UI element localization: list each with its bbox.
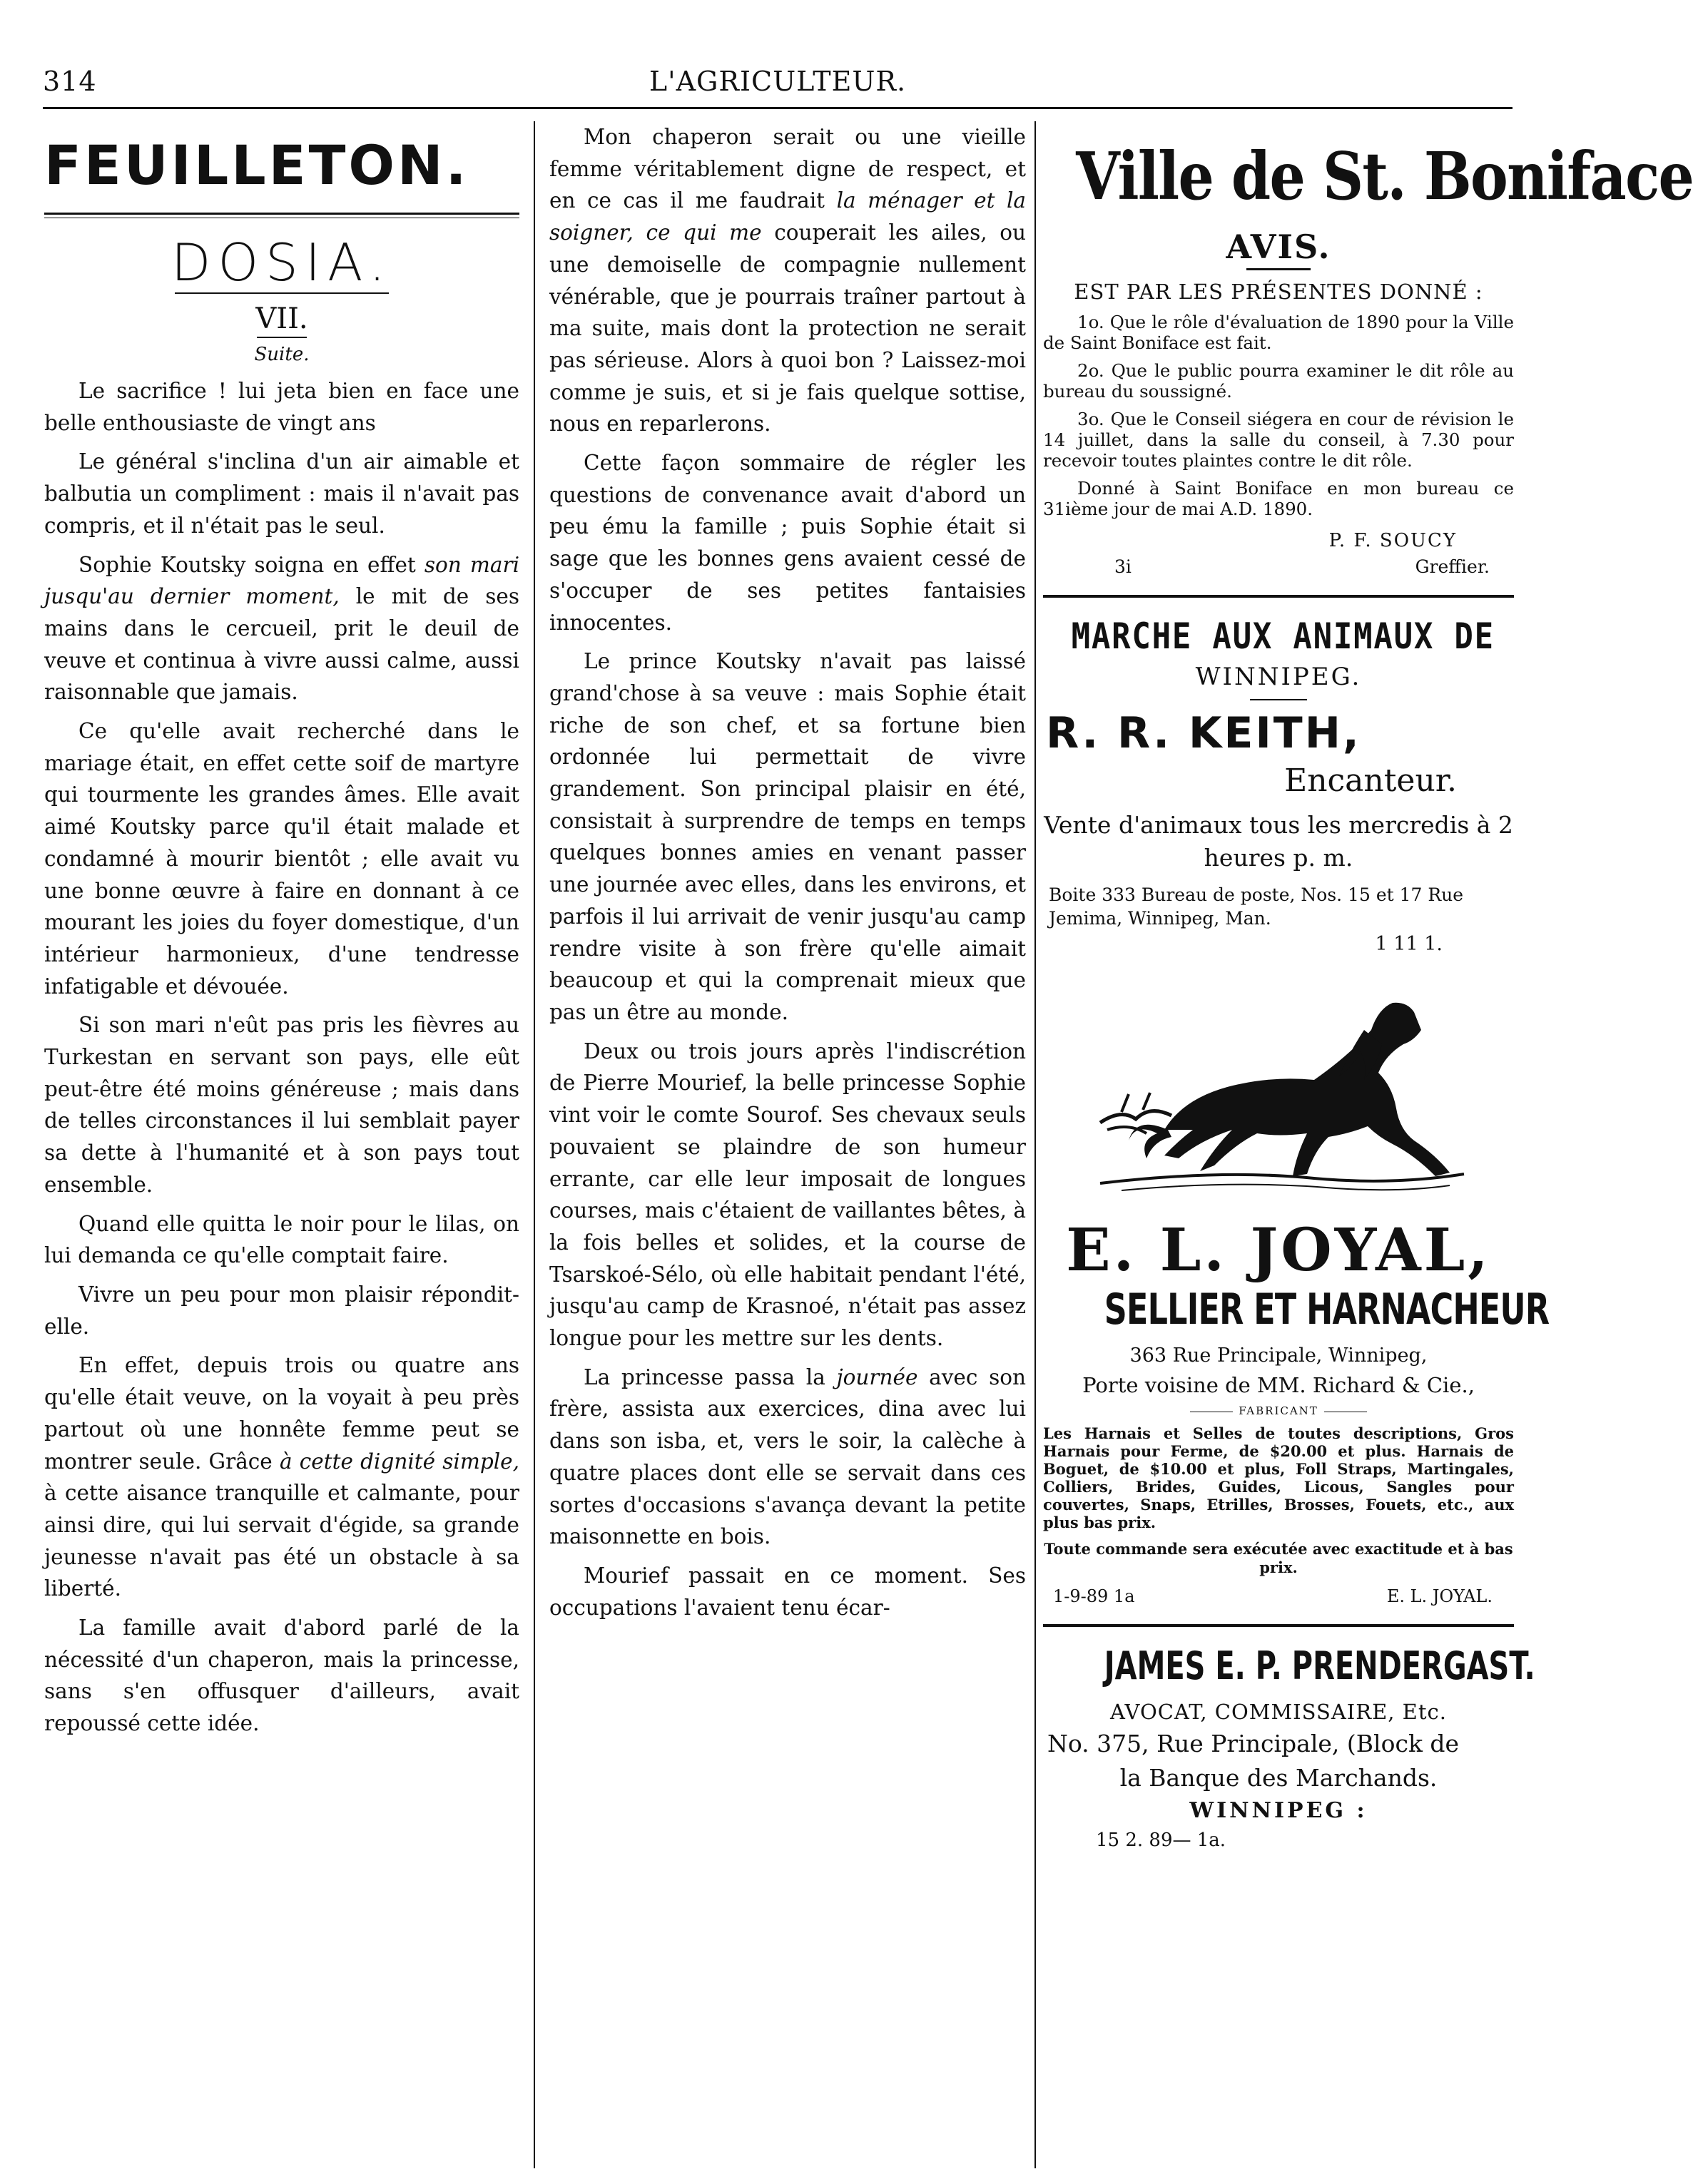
feuilleton-column-1 (44, 121, 519, 2168)
notice-subhead: EST PAR LES PRÉSENTES DONNÉ : (1074, 280, 1483, 304)
keith-role: Encanteur. (1284, 762, 1457, 799)
paragraph: Quand elle quitta le noir pour le lilas, on lui demanda ce qu'elle comptait faire. (44, 1211, 519, 1268)
prendergast-title: JAMES E. P. PRENDERGAST. (1104, 1643, 1535, 1688)
story-title-rule (175, 292, 389, 294)
column-rule-2 (1034, 121, 1036, 2168)
prendergast-address-2: la Banque des Marchands. (1119, 1764, 1438, 1792)
ad-divider (1043, 595, 1514, 598)
joyal-title: SELLIER ET HARNACHEUR (1104, 1285, 1550, 1335)
header-rule (43, 107, 1512, 109)
joyal-signature: E. L. JOYAL. (1386, 1586, 1493, 1606)
paragraph: Le général s'inclina d'un air aimable et balbutia un compliment : mais il n'avait pas compris, et il n'était pas le seul. (44, 449, 519, 538)
joyal-fabricant: FABRICANT (1043, 1400, 1514, 1422)
keith-ad-title: MARCHE AUX ANIMAUX DE (1071, 616, 1495, 657)
keith-description: Vente d'animaux tous les mercredis à 2 heures p. m. (1044, 811, 1513, 872)
paragraph: Si son mari n'eût pas pris les fièvres au Turkestan en servant son pays, elle eût peut-être été moins généreuse ; mais dans de telles circonstances il lui semblait payer sa dette à l'humanité et à son pays tout ensemble. (44, 1013, 519, 1197)
story-title: DOSIA. (171, 233, 392, 292)
st-boniface-notice (1043, 137, 1693, 579)
paragraph: Cette façon sommaire de régler les questions de convenance avait d'abord un peu ému la famille ; puis Sophie était si sage que les bonnes gens avaient cessé de s'occuper de ses petites fantaisies innocentes. (549, 451, 1026, 635)
avis-rule (1246, 268, 1311, 270)
paragraph: Le sacrifice ! lui jeta bien en face une belle enthousiaste de vingt ans (44, 379, 519, 435)
paragraph: La famille avait d'abord parlé de la nécessité d'un chaperon, mais la princesse, sans s'en offusquer d'ailleurs, avait repoussé cette idée. (44, 1616, 519, 1736)
notice-signature: P. F. SOUCY (1328, 530, 1457, 551)
paragraph: La princesse passa la journée avec son frère, assista aux exercices, dina avec lui dans son isba, et, vers le soir, la calèche à quatre places dont elle se servait dans ces sortes d'occasions s'avança devant la petite maisonnette en bois. (549, 1364, 1027, 1549)
advertisements-column (1043, 121, 1693, 2168)
joyal-note: Toute commande sera exécutée avec exactitude et à bas prix. (1044, 1540, 1513, 1576)
joyal-code: 1-9-89 1a (1053, 1586, 1135, 1606)
notice-footer (1043, 555, 1514, 579)
horse-icon (1079, 987, 1478, 1201)
keith-ad-rule (1250, 699, 1307, 700)
st-boniface-title: Ville de St. Boniface (1076, 138, 1693, 215)
paragraph: En effet, depuis trois ou quatre ans qu'elle était veuve, on la voyait à peu près partout où une honnête femme peut se montrer seule. Grâce à cette dignité simple, à cette aisance tranquille et calmante, pour ainsi dire, qui lui servait d'égide, sa grande jeunesse n'avait pas été un obstacle à sa liberté. (44, 1353, 519, 1601)
keith-ad-city: WINNIPEG. (1195, 663, 1362, 691)
joyal-ad (1043, 987, 1550, 1608)
paragraph: Ce qu'elle avait recherché dans le mariage était, en effet cette soif de martyre qui tourmente les grandes âmes. Elle avait aimé Koutsky parce qu'il était malade et condamné à mourir bientôt ; elle avait vu une bonne œuvre à faire en donnant à ce mourant les joies du foyer domestique, d'un intérieur harmonieux, d'une tendresse infatigable et dévouée. (44, 719, 519, 999)
keith-address: Boite 333 Bureau de poste, Nos. 15 et 17 Rue Jemima, Winnipeg, Man. (1049, 884, 1464, 929)
chapter-rule (257, 337, 307, 338)
paragraph: Vivre un peu pour mon plaisir répondit-elle. (44, 1282, 519, 1339)
prendergast-code: 15 2. 89— 1a. (1096, 1830, 1226, 1851)
title-rule (44, 213, 519, 218)
notice-item: 3o. Que le Conseil siégera en cour de révision le 14 juillet, dans la salle du conseil, à 7.30 pour recevoir toutes plaintes contre le dit rôle. (1043, 409, 1514, 471)
notice-code: 3i (1114, 556, 1132, 577)
horse-illustration (1043, 987, 1514, 1209)
notice-item: 1o. Que le rôle d'évaluation de 1890 pour la Ville de Saint Boniface est fait. (1043, 312, 1514, 353)
suite-label: Suite. (254, 344, 310, 365)
joyal-name: E. L. JOYAL, (1066, 1216, 1491, 1285)
joyal-description: Les Harnais et Selles de toutes descriptions, Gros Harnais pour Ferme, de $20.00 et plus. Harnais de Boguet, de $10.00 et plus, Foll Straps, Martingales, Colliers, Brides, Guides, Licous, Sangles pour couvertes, Snaps, Etrilles, Brosses, Fouets, etc., aux plus bas prix. (1043, 1424, 1514, 1531)
paragraph: Mourief passait en ce moment. Ses occupations l'avaient tenu écar- (549, 1563, 1026, 1620)
running-title: L'AGRICULTEUR. (649, 66, 907, 97)
prendergast-ad (1043, 1643, 1535, 1854)
feuilleton-title: FEUILLETON. (44, 133, 469, 197)
joyal-address: 363 Rue Principale, Winnipeg, (1129, 1344, 1428, 1367)
joyal-footer (1043, 1577, 1514, 1608)
prendergast-address-1: No. 375, Rue Principale, (Block de (1047, 1730, 1460, 1757)
notice-item: 2o. Que le public pourra examiner le dit rôle au bureau du soussigné. (1043, 360, 1514, 402)
keith-name: R. R. KEITH, (1046, 708, 1361, 758)
page-header (43, 57, 1512, 100)
ad-divider (1043, 1624, 1514, 1627)
feuilleton-column-2 (549, 121, 1026, 2168)
keith-code: 1 11 1. (1375, 933, 1443, 955)
chapter-number: VII. (255, 302, 308, 335)
column-rule-1 (534, 121, 535, 2168)
keith-ad (1043, 613, 1514, 959)
joyal-next-to: Porte voisine de MM. Richard & Cie., (1082, 1373, 1475, 1397)
prendergast-subtitle: AVOCAT, COMMISSAIRE, Etc. (1110, 1700, 1447, 1724)
notice-given: Donné à Saint Boniface en mon bureau ce 31ième jour de mai A.D. 1890. (1043, 478, 1514, 519)
paragraph: Mon chaperon serait ou une vieille femme véritablement digne de respect, et en ce cas il me faudrait la ménager et la soigner, ce qui me couperait les ailes, ou une demoiselle de compagnie nullement vénérable, que je pourrais traîner partout à ma suite, mais dont la protection ne serait pas sérieuse. Alors à quoi bon ? Laissez-moi comme je suis, et si je fais quelque sottise, nous en reparlerons. (549, 125, 1027, 437)
prendergast-city: WINNIPEG : (1189, 1798, 1368, 1823)
paragraph: Sophie Koutsky soigna en effet son mari jusqu'au dernier moment, le mit de ses mains dans le cercueil, prit le deuil de veuve et continua à vivre aussi calme, aussi raisonnable que jamais. (44, 552, 520, 705)
paragraph: Deux ou trois jours après l'indiscrétion de Pierre Mourief, la belle princesse Sophie vint voir le comte Sourof. Ses chevaux seuls pouvaient se plaindre de son humeur errante, car elle leur imposait de longues courses, mais c'étaient de vaillantes bêtes, à la fois belles et solides, et la course de Tsarskoé-Sélo, où elle habitait pendant l'été, jusqu'au camp de Krasnoé, n'était pas assez longue pour les mettre sur les dents. (549, 1039, 1026, 1351)
paragraph: Le prince Koutsky n'avait pas laissé grand'chose à sa veuve : mais Sophie était riche de son chef, et sa fortune bien ordonnée lui permettait de vivre grandement. Son principal plaisir en été, consistait à surprendre de temps en temps quelques bonnes amies en venant passer une journée avec elles, dans les environs, et parfois il lui arrivait de venir jusqu'au camp rendre visite à son frère qu'elle aimait beaucoup et qui la comprenait mieux que pas un être au monde. (549, 649, 1026, 1024)
avis-heading: AVIS. (1226, 228, 1331, 266)
page-number: 314 (43, 66, 97, 97)
notice-role: Greffier. (1415, 556, 1490, 577)
